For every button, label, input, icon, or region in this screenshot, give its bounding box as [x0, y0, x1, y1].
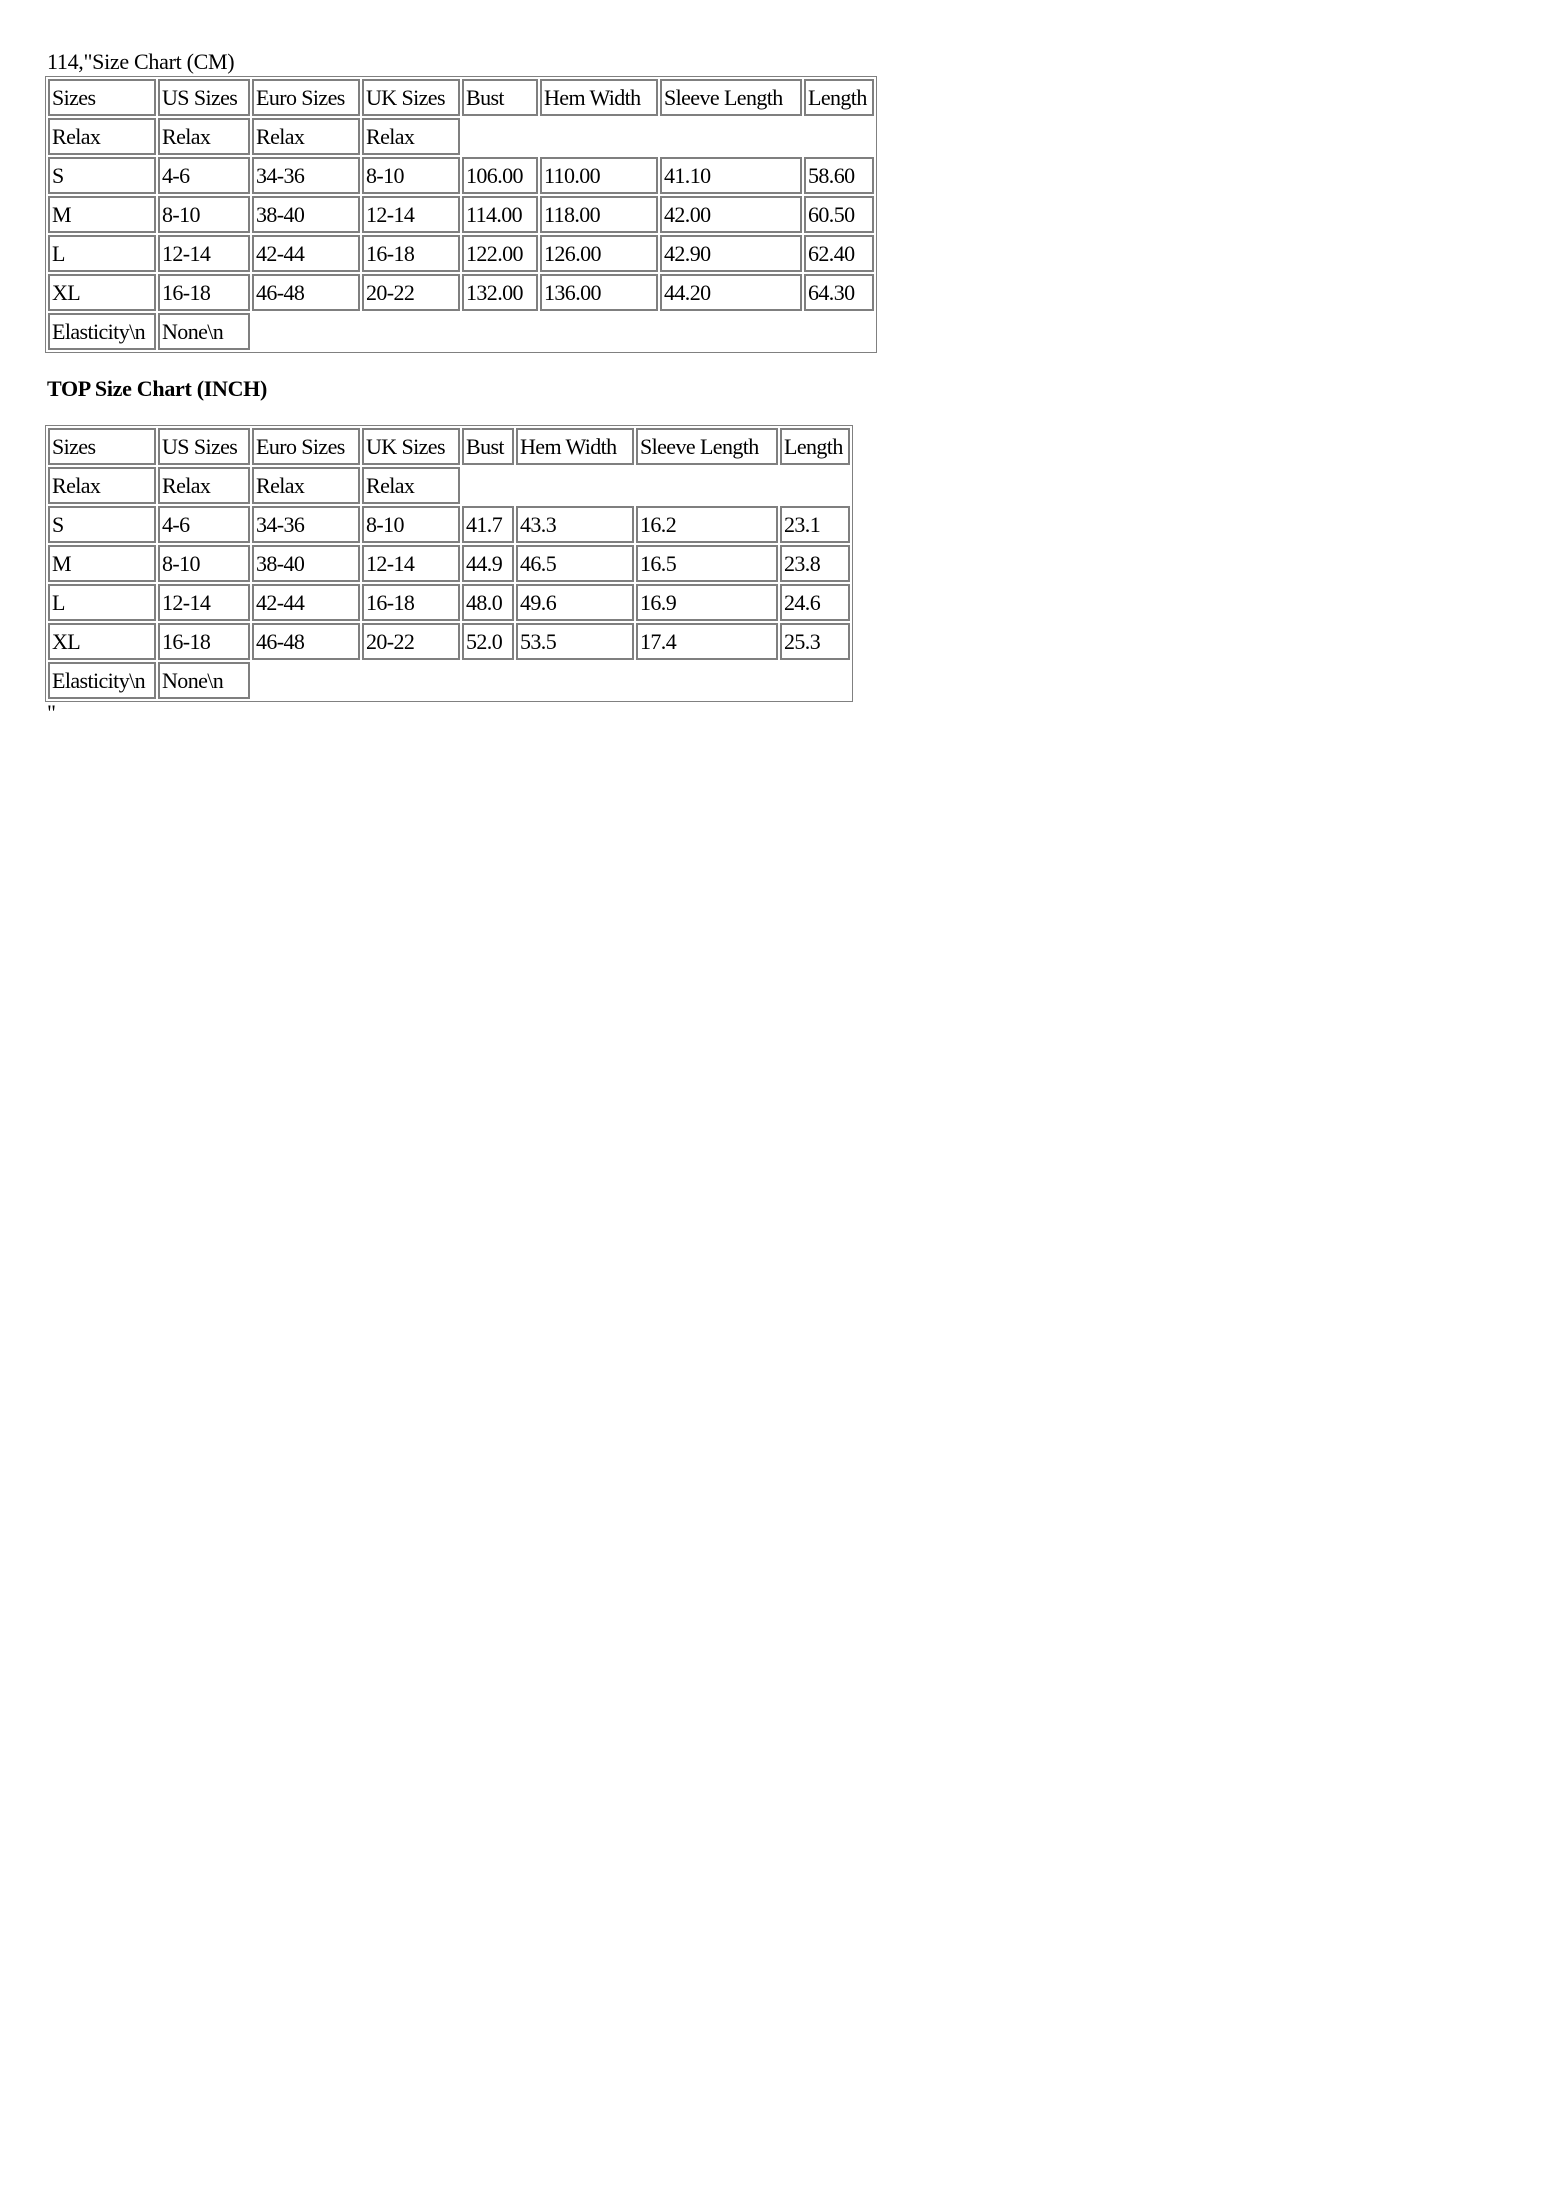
header-cell: UK Sizes — [362, 79, 460, 116]
table-cell: 126.00 — [540, 235, 658, 272]
table-cell: 42-44 — [252, 584, 360, 621]
table-cell: Elasticity\n — [48, 662, 156, 699]
header-cell: Sleeve Length — [660, 79, 802, 116]
table-cell: 48.0 — [462, 584, 514, 621]
elasticity-row — [48, 662, 850, 699]
table-cell: 4-6 — [158, 157, 250, 194]
table-cell: 16.5 — [636, 545, 778, 582]
cm-chart-title: 114,"Size Chart (CM) — [47, 49, 235, 74]
table-cell: 132.00 — [462, 274, 538, 311]
header-cell: UK Sizes — [362, 428, 460, 465]
table-cell: 16.9 — [636, 584, 778, 621]
table-cell: 8-10 — [158, 196, 250, 233]
table-cell: 43.3 — [516, 506, 634, 543]
header-cell: Euro Sizes — [252, 428, 360, 465]
table-cell: 8-10 — [362, 506, 460, 543]
table-cell: XL — [48, 274, 156, 311]
table-cell: 53.5 — [516, 623, 634, 660]
elasticity-row — [48, 313, 874, 350]
table-cell: 42.00 — [660, 196, 802, 233]
relax-row — [48, 118, 874, 155]
table-cell: 16-18 — [158, 623, 250, 660]
table-cell: Relax — [158, 118, 250, 155]
header-cell: Sizes — [48, 79, 156, 116]
table-cell: Relax — [362, 467, 460, 504]
table-cell: 12-14 — [362, 545, 460, 582]
table-cell: 62.40 — [804, 235, 874, 272]
table-cell: Elasticity\n — [48, 313, 156, 350]
table-cell: XL — [48, 623, 156, 660]
table-cell: 41.7 — [462, 506, 514, 543]
relax-row — [48, 467, 850, 504]
table-cell: Relax — [48, 467, 156, 504]
empty-cell — [252, 662, 850, 699]
table-cell: 44.9 — [462, 545, 514, 582]
header-cell: Length — [780, 428, 850, 465]
table-cell: 42-44 — [252, 235, 360, 272]
table-cell: 23.1 — [780, 506, 850, 543]
table-row — [48, 235, 874, 272]
table-cell: 20-22 — [362, 623, 460, 660]
table-cell: 46-48 — [252, 623, 360, 660]
table-cell: 60.50 — [804, 196, 874, 233]
table-cell: Relax — [48, 118, 156, 155]
table-cell: 17.4 — [636, 623, 778, 660]
table-row — [48, 506, 850, 543]
table-cell: 58.60 — [804, 157, 874, 194]
table-cell: S — [48, 157, 156, 194]
table-row — [48, 196, 874, 233]
table-cell: 25.3 — [780, 623, 850, 660]
table-cell: 12-14 — [158, 584, 250, 621]
table-row — [48, 157, 874, 194]
table-cell: 34-36 — [252, 157, 360, 194]
table-cell: 12-14 — [158, 235, 250, 272]
table-cell: M — [48, 545, 156, 582]
table-cell: 20-22 — [362, 274, 460, 311]
table-cell: 8-10 — [158, 545, 250, 582]
inch-size-table — [45, 425, 853, 702]
table-cell: 42.90 — [660, 235, 802, 272]
table-cell: 136.00 — [540, 274, 658, 311]
table-cell: L — [48, 235, 156, 272]
header-cell: Sleeve Length — [636, 428, 778, 465]
header-cell: Euro Sizes — [252, 79, 360, 116]
table-row — [48, 584, 850, 621]
table-cell: 114.00 — [462, 196, 538, 233]
table-cell: 41.10 — [660, 157, 802, 194]
table-cell: 12-14 — [362, 196, 460, 233]
table-cell: 110.00 — [540, 157, 658, 194]
table-cell: L — [48, 584, 156, 621]
header-cell: Hem Width — [516, 428, 634, 465]
table-header-row — [48, 428, 850, 465]
table-cell: None\n — [158, 662, 250, 699]
header-cell: Hem Width — [540, 79, 658, 116]
table-cell: 34-36 — [252, 506, 360, 543]
table-cell: Relax — [362, 118, 460, 155]
table-cell: 23.8 — [780, 545, 850, 582]
header-cell: Sizes — [48, 428, 156, 465]
table-cell: Relax — [252, 118, 360, 155]
table-header-row — [48, 79, 874, 116]
table-cell: 122.00 — [462, 235, 538, 272]
empty-cell — [462, 118, 874, 155]
table-row — [48, 623, 850, 660]
header-cell: US Sizes — [158, 428, 250, 465]
table-cell: 4-6 — [158, 506, 250, 543]
table-cell: None\n — [158, 313, 250, 350]
table-cell: 38-40 — [252, 196, 360, 233]
table-cell: 46.5 — [516, 545, 634, 582]
table-cell: 16.2 — [636, 506, 778, 543]
table-cell: 24.6 — [780, 584, 850, 621]
document-page — [47, 48, 1147, 724]
table-cell: 106.00 — [462, 157, 538, 194]
table-cell: Relax — [158, 467, 250, 504]
closing-quote: " — [47, 700, 56, 725]
table-cell: 64.30 — [804, 274, 874, 311]
table-cell: 8-10 — [362, 157, 460, 194]
header-cell: Length — [804, 79, 874, 116]
table-cell: 49.6 — [516, 584, 634, 621]
header-cell: Bust — [462, 79, 538, 116]
cm-size-table — [45, 76, 877, 353]
table-cell: 118.00 — [540, 196, 658, 233]
table-cell: Relax — [252, 467, 360, 504]
inch-chart-title: TOP Size Chart (INCH) — [47, 376, 268, 401]
table-cell: 16-18 — [362, 235, 460, 272]
table-row — [48, 274, 874, 311]
empty-cell — [462, 467, 850, 504]
table-cell: 44.20 — [660, 274, 802, 311]
table-cell: M — [48, 196, 156, 233]
table-cell: 38-40 — [252, 545, 360, 582]
header-cell: US Sizes — [158, 79, 250, 116]
table-cell: 16-18 — [158, 274, 250, 311]
table-cell: 16-18 — [362, 584, 460, 621]
table-row — [48, 545, 850, 582]
table-cell: S — [48, 506, 156, 543]
table-cell: 46-48 — [252, 274, 360, 311]
empty-cell — [252, 313, 874, 350]
header-cell: Bust — [462, 428, 514, 465]
table-cell: 52.0 — [462, 623, 514, 660]
